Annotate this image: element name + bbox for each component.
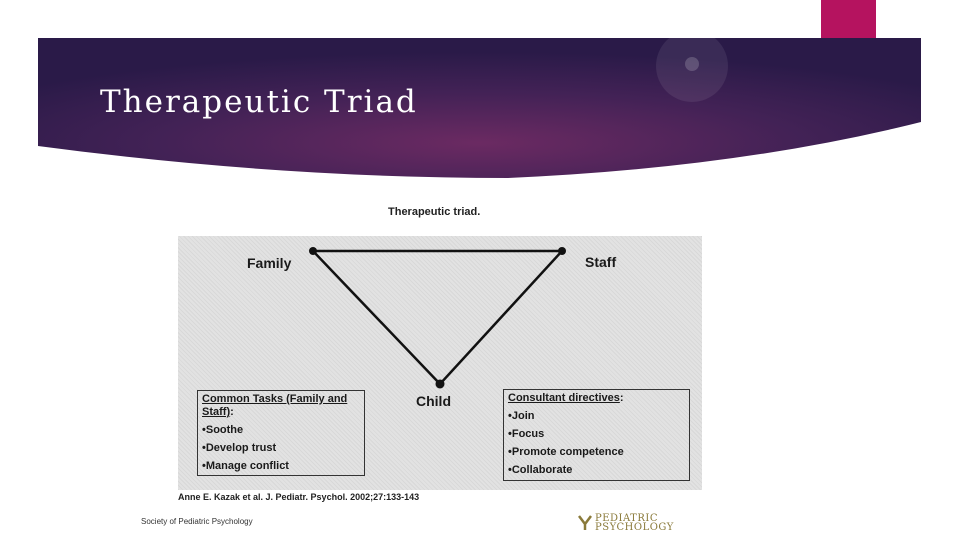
directive-item: •Join [508,410,535,422]
footer-society-name: Society of Pediatric Psychology [141,517,253,526]
journal-logo-icon [578,515,592,531]
common-task-item: •Manage conflict [202,460,289,472]
journal-logo [578,514,674,532]
staff-node [558,247,566,255]
family-label: Family [247,255,292,271]
consultant-directives-heading: Consultant directives: [508,392,624,404]
directive-item: •Collaborate [508,464,573,476]
staff-child-edge [440,251,562,384]
citation: Anne E. Kazak et al. J. Pediatr. Psychol. 2002;27:133-143 [178,492,420,502]
triad-figure [178,236,702,490]
common-tasks-box [197,390,365,476]
child-node [436,380,445,389]
family-child-edge [313,251,440,384]
directive-item: •Focus [508,428,545,440]
figure-caption: Therapeutic triad. [388,206,481,218]
common-task-item: •Soothe [202,424,244,436]
slide-title: Therapeutic Triad [100,84,418,120]
consultant-directives-box [503,389,690,481]
decorative-dot [685,57,699,71]
family-node [309,247,317,255]
directive-item: •Promote competence [508,446,624,458]
journal-logo-line: PSYCHOLOGY [595,522,674,533]
journal-logo-line: PEDIATRIC [595,513,658,524]
staff-label: Staff [585,254,617,270]
common-task-item: •Develop trust [202,442,277,454]
child-label: Child [416,393,451,409]
common-tasks-heading: Common Tasks (Family and Staff): [202,393,348,418]
